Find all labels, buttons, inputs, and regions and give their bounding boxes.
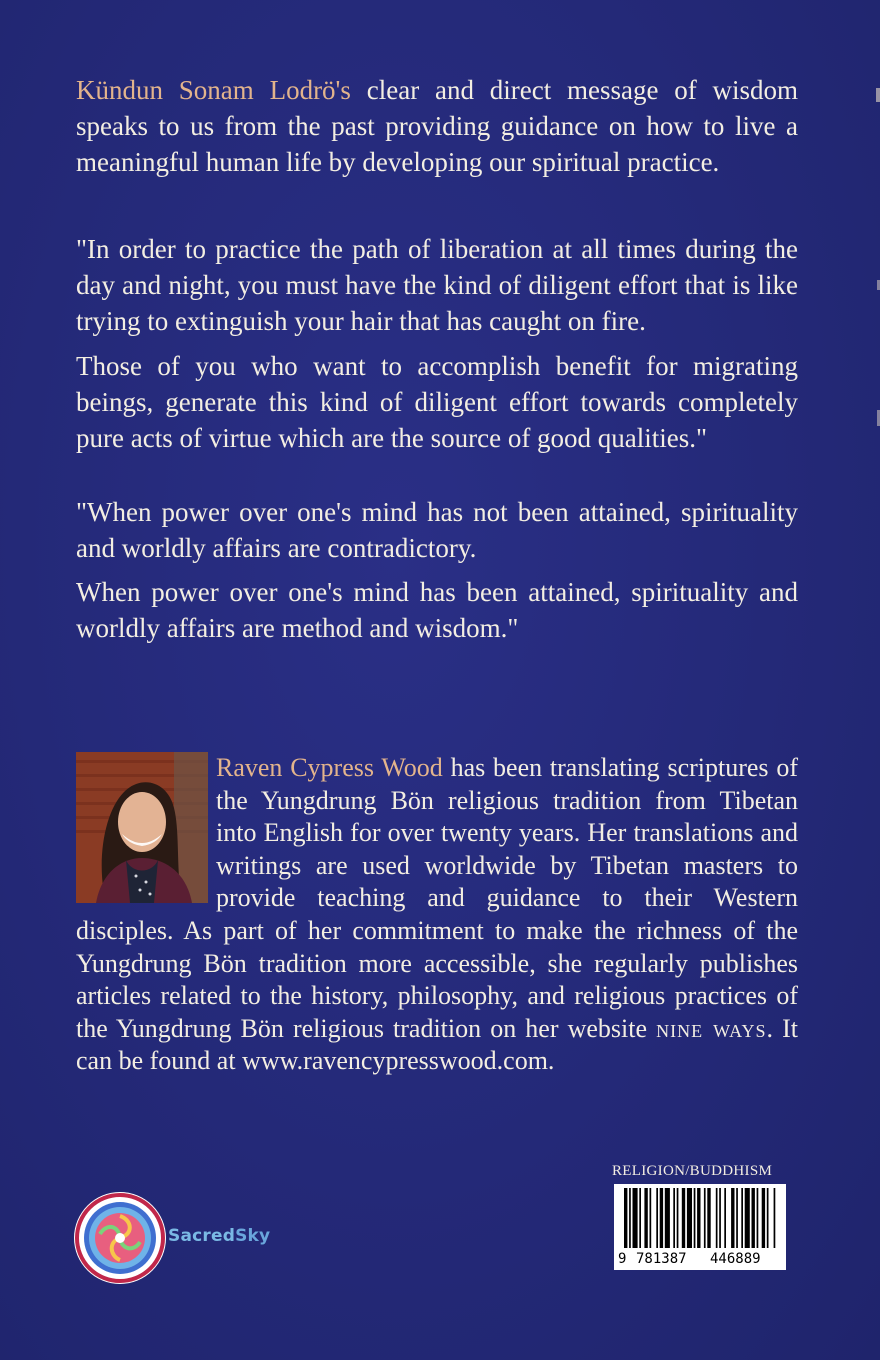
barcode-bar — [624, 1188, 627, 1248]
isbn-group-one: 781387 — [636, 1251, 687, 1267]
barcode-bar — [629, 1188, 631, 1248]
barcode-bar — [656, 1188, 658, 1248]
isbn-number — [614, 1250, 786, 1268]
barcode-bar — [633, 1188, 638, 1248]
translator-bio — [76, 752, 798, 1078]
quote-one-part-two: Those of you who want to accomplish benefit for migrating beings, generate this kind of diligent effort towards completely pure acts of virtue which are the source of good qualities." — [76, 351, 798, 453]
website-url-sentence: It can be found at www.ravencypresswood.com. — [76, 1013, 799, 1076]
barcode-bar — [682, 1188, 685, 1248]
barcode-bar — [697, 1188, 700, 1248]
barcode-bar — [673, 1188, 675, 1248]
sacred-sky-logo-icon — [72, 1190, 168, 1286]
bio-text: has been translating scriptures of the Yungdrung Bön religious tradition from Tibetan into English for over twenty years. Her translations and writings are used worldwide by Tibetan masters to provide teaching and guidance to their Western disciples. As part of her commitment to make the richness of the Yungdrung Bön tradition more accessible, she regularly publishes articles related to the history, philosophy, and religious practices of the Yungdrung Bön religious tradition on her website — [76, 753, 798, 1043]
cover-edge-marks — [870, 80, 880, 440]
intro-text: clear and direct message of wisdom speaks to us from the past providing guidance on how to live a meaningful human life by developing our spiritual practice. — [76, 75, 799, 177]
barcode-bar — [736, 1188, 738, 1248]
barcode-bar — [687, 1188, 692, 1248]
isbn-group-two: 446889 — [710, 1251, 761, 1267]
barcode-bar — [639, 1188, 641, 1248]
barcode-bar — [745, 1188, 750, 1248]
barcode-bar — [724, 1188, 726, 1248]
quote-one-part-one: "In order to practice the path of liberation at all times during the day and night, you must have the kind of diligent effort that is like trying to extinguish your hair that has caught on fire. — [76, 234, 798, 336]
intro-paragraph — [76, 72, 798, 180]
barcode-bar — [762, 1188, 765, 1248]
barcode-bar — [694, 1188, 696, 1248]
barcode-bar — [644, 1188, 647, 1248]
quote-two-part-two: When power over one's mind has been attained, spirituality and worldly affairs are method and wisdom." — [76, 577, 798, 643]
barcode-bar — [660, 1188, 663, 1248]
barcode-bar — [704, 1188, 706, 1248]
isbn-barcode — [614, 1184, 786, 1270]
quote-two-part-one: "When power over one's mind has not been attained, spirituality and worldly affairs are contradictory. — [76, 497, 798, 563]
barcode-bar — [741, 1188, 743, 1248]
author-name: Kündun Sonam Lodrö's — [76, 75, 351, 105]
publisher-name: SacredSky — [168, 1226, 271, 1246]
barcode-bar — [677, 1188, 679, 1248]
barcode-bar — [719, 1188, 721, 1248]
barcode-bar — [716, 1188, 718, 1248]
website-name: nine ways — [656, 1013, 767, 1043]
barcode-bar — [757, 1188, 759, 1248]
barcode-bar — [767, 1188, 769, 1248]
barcode-bar — [665, 1188, 670, 1248]
isbn-prefix: 9 — [618, 1251, 627, 1267]
bio-period: . — [766, 1013, 774, 1043]
barcode-bar — [752, 1188, 755, 1248]
barcode-bar — [707, 1188, 710, 1248]
barcode-bar — [731, 1188, 734, 1248]
category-label: RELIGION/BUDDHISM — [612, 1163, 773, 1179]
barcode-bar — [650, 1188, 652, 1248]
barcode-bar — [774, 1188, 776, 1248]
translator-name: Raven Cypress Wood — [216, 753, 443, 782]
